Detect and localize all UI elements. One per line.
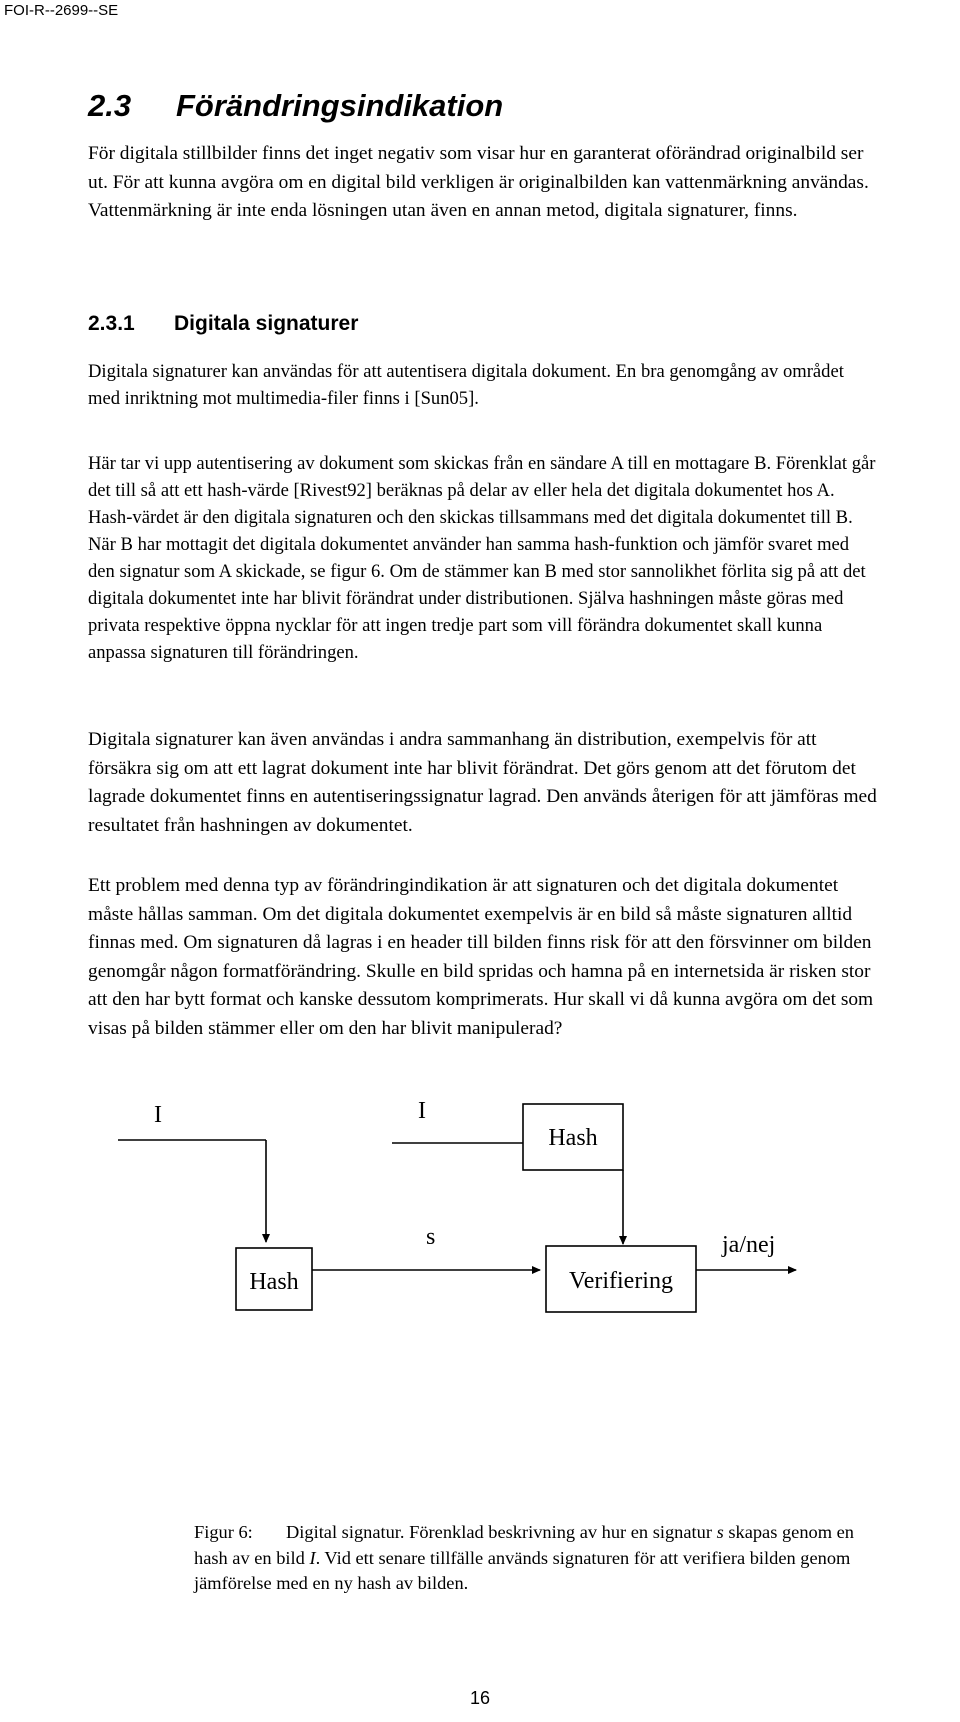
document-id: FOI-R--2699--SE (4, 2, 119, 19)
output-label: ja/nej (722, 1232, 776, 1258)
subsection-title: Digitala signaturer (174, 312, 359, 335)
left-input-connector (118, 1140, 266, 1242)
caption-lead: Figur 6: (194, 1522, 253, 1542)
subsection-number: 2.3.1 (88, 312, 135, 335)
hash-box-bottom-label: Hash (249, 1269, 299, 1295)
caption-italic-s: s (716, 1522, 724, 1542)
hash-box-bottom (236, 1248, 312, 1310)
paragraph-3: Digitala signaturer kan även användas i andra sammanhang än distribution, exempelvis för att försäkra sig om att ett lagrat dokument inte har blivit förändrat. Det görs genom att det förutom det lagrade dokumentet finns en autentiseringssignatur lagrad. Den används återigen för att jämföras med resultatet från hashningen av dokumentet. (88, 729, 877, 836)
caption-text-3: . Vid ett senare tillfälle används signaturen för att verifiera bilden genom jämförelse med en ny hash av bilden. (194, 1547, 851, 1593)
signature-label: s (426, 1224, 436, 1250)
section-heading (88, 88, 503, 124)
caption-text-2: skapas genom en hash av en bild (194, 1522, 854, 1568)
hash-box-top (523, 1104, 623, 1170)
input-label-left: I (154, 1102, 162, 1128)
verify-box (546, 1246, 696, 1312)
paragraph-2: Här tar vi upp autentisering av dokument som skickas från en sändare A till en mottagare B. Förenklat går det till så att ett hash-värde [Rivest92] beräknas på delar av eller hela det digitala dokumentet hos A. Hash-värdet är den digitala signaturen och den skickas tillsammans med det digitala dokumentet till B. När B har mottagit det digitala dokumentet använder han samma hash-funktion och jämför svaret med den signatur som A skickade, se figur 6. Om de stämmer kan B med stor sannolikhet förlita sig på att det digitala dokumentet inte har blivit förändrat under distributionen. Själva hashningen måste göras med privata respektive öppna nycklar för att ingen tredje part som vill förändra dokumentet skall kunna anpassa signaturen till förändringen. (88, 453, 876, 663)
hash-box-top-label: Hash (548, 1125, 598, 1151)
verify-box-label: Verifiering (569, 1268, 673, 1294)
input-label-right: I (418, 1098, 426, 1124)
caption-text-1: Digital signatur. Förenklad beskrivning av hur en signatur (286, 1522, 717, 1542)
signature-diagram (0, 1098, 960, 1520)
section-number: 2.3 (88, 88, 132, 123)
figure-caption (194, 1520, 874, 1597)
paragraph-4: Ett problem med denna typ av förändringindikation är att signaturen och det digitala dokumentet måste hållas samman. Om det digitala dokumentet exempelvis är en bild så måste signaturen alltid finnas med. Om signaturen då lagras i en header till bilden finns risk för att den försvinner om bilden genomgår någon formatförändring. Skulle en bild spridas och hamna på en internetsida är risken stor att den har bytt format och kanske dessutom komprimerats. Hur skall vi då kunna avgöra om det som visas på bilden stämmer eller om den har blivit manipulerad? (88, 875, 874, 1039)
section-intro-paragraph: För digitala stillbilder finns det inget negativ som visar hur en garanterat oförändrad originalbild ser ut. För att kunna avgöra om en digital bild verkligen är originalbilden kan vattenmärkning användas. Vattenmärkning är inte enda lösningen utan även en annan metod, digitala signaturer, finns. (88, 143, 869, 222)
paragraph-1: Digitala signaturer kan användas för att autentisera digitala dokument. En bra genomgång av området med inriktning mot multimedia-filer finns i [Sun05]. (88, 361, 844, 409)
page-number: 16 (469, 1688, 491, 1708)
subsection-heading (88, 312, 358, 336)
section-title: Förändringsindikation (176, 88, 504, 123)
caption-italic-i: I (309, 1547, 316, 1568)
